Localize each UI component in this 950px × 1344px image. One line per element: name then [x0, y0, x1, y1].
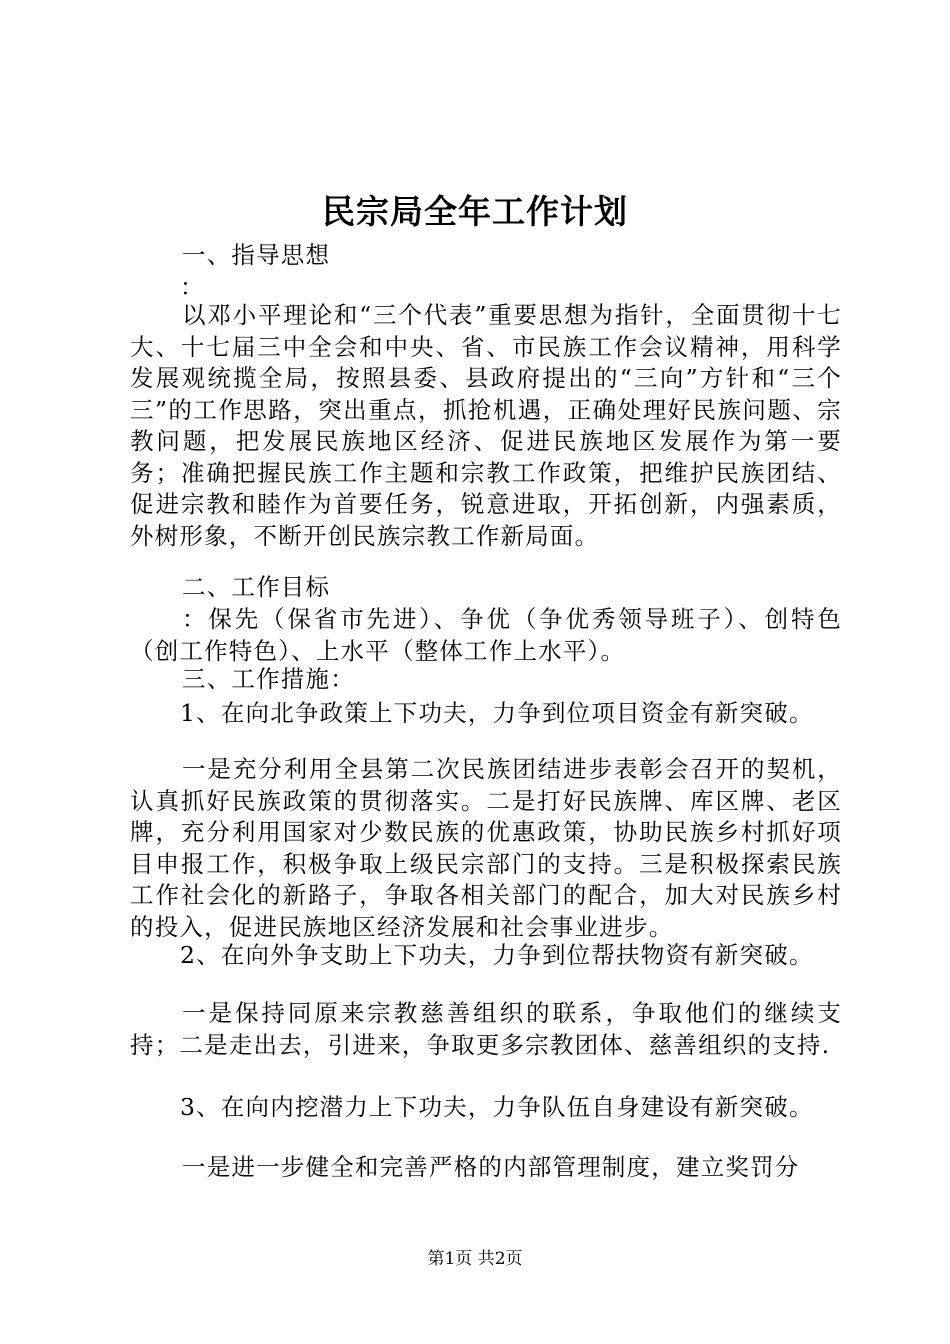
section1-heading: 一、指导思想	[182, 241, 331, 269]
section2-body: ：保先（保省市先进）、争优（争优秀领导班子）、创特色（创工作特色）、上水平（整体工作上水平）。	[130, 605, 842, 665]
page-number-footer: 第1页 共2页	[427, 1249, 523, 1269]
measure1-body: 一是充分利用全县第二次民族团结进步表彰会召开的契机，认真抓好民族政策的贯彻落实。二是打好民族牌、库区牌、老区牌，充分利用国家对少数民族的优惠政策，协助民族乡村抓好项目申报工作，积极争取上级民宗部门的支持。三是积极探索民族工作社会化的新路子，争取各相关部门的配合，加大对民族乡村的投入，促进民族地区经济发展和社会事业进步。	[130, 755, 842, 941]
section1-colon: ：	[180, 273, 205, 301]
measure3-heading: 3、在向内挖潜力上下功夫，力争队伍自身建设有新突破。	[180, 1093, 814, 1121]
page-title: 民宗局全年工作计划	[322, 192, 628, 231]
measure3-body: 一是进一步健全和完善严格的内部管理制度，建立奖罚分	[182, 1153, 800, 1181]
section2-heading: 二、工作目标	[182, 573, 331, 601]
section3-heading: 三、工作措施：	[182, 665, 355, 693]
measure2-heading: 2、在向外争支助上下功夫，力争到位帮扶物资有新突破。	[180, 941, 814, 969]
section1-body: 以邓小平理论和“三个代表”重要思想为指针，全面贯彻十七大、十七届三中全会和中央、省、市民族工作会议精神，用科学发展观统揽全局，按照县委、县政府提出的“三向”方针和“三个三”的工作思路，突出重点，抓抢机遇，正确处理好民族问题、宗教问题，把发展民族地区经济、促进民族地区发展作为第一要务；准确把握民族工作主题和宗教工作政策，把维护民族团结、促进宗教和睦作为首要任务，锐意进取，开拓创新，内强素质，外树形象，不断开创民族宗教工作新局面。	[130, 301, 842, 550]
measure1-heading: 1、在向北争政策上下功夫，力争到位项目资金有新突破。	[180, 699, 814, 727]
measure2-body: 一是保持同原来宗教慈善组织的联系，争取他们的继续支持；二是走出去，引进来，争取更多宗教团体、慈善组织的支持.	[130, 999, 842, 1059]
